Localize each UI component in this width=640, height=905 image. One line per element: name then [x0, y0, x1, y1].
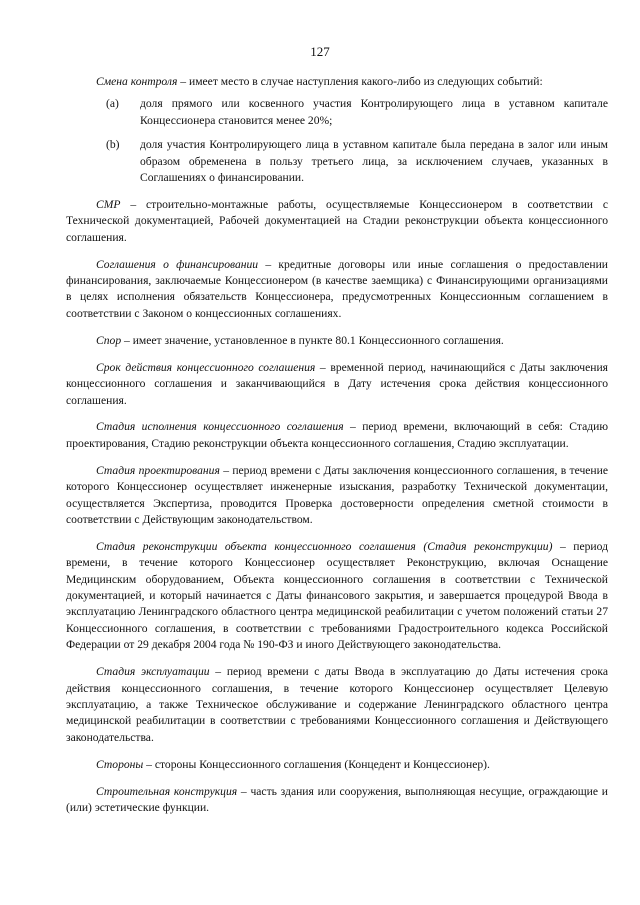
list-item-text: доля участия Контролирующего лица в уставном капитале была передана в залог или иным образом обременена в пользу третьего лица, за исключением случаев, указанных в Соглашениях о финансировании.	[140, 138, 608, 185]
list-item	[66, 96, 608, 129]
list-item-label: (a)	[106, 97, 119, 111]
definition-paragraph	[66, 664, 608, 746]
definition-text: – имеет место в случае наступления какого-либо из следующих событий:	[177, 75, 543, 88]
definition-paragraph	[66, 197, 608, 246]
definition-text: – период времени с Даты заключения концессионного соглашения, в течение которого Концессионер осуществляет инженерные изыскания, разработку Технической документации, осуществляется Экспертиза, проводится Проверка достоверности определения сметной стоимости в соответствии с Действующим законодательством.	[66, 463, 608, 526]
defined-term: Стороны	[96, 757, 144, 771]
definition-paragraph	[66, 333, 608, 349]
document-body	[66, 74, 608, 827]
defined-term: Строительная конструкция	[96, 784, 238, 798]
defined-term: Соглашения о финансировании	[96, 257, 259, 271]
list-item-text: доля прямого или косвенного участия Контролирующего лица в уставном капитале Концессионера становится менее 20%;	[140, 97, 608, 127]
definition-paragraph	[66, 419, 608, 452]
definition-paragraph	[66, 360, 608, 409]
defined-term: Срок действия концессионного соглашения	[96, 360, 316, 374]
defined-term: СМР	[96, 197, 121, 211]
defined-term: Стадия реконструкции объекта концессионного соглашения (Стадия реконструкции)	[96, 539, 553, 553]
page-number: 127	[310, 44, 330, 59]
definition-paragraph	[66, 74, 608, 90]
defined-term: Спор	[96, 333, 122, 347]
defined-term: Стадия исполнения концессионного соглашения	[96, 420, 344, 434]
definition-text: – период времени, в течение которого Концессионер осуществляет Реконструкцию, включая Оснащение Медицинским оборудованием, Объекта концессионного соглашения в соответствии с Технической документацией, и который начинается с Даты финансового закрытия, и завершается процедурой Ввода в эксплуатацию Ленинградского областного центра медицинской реабилитации с учетом положений статьи 27 Концессионного соглашения, в соответствии с требованиями Градостроительного кодекса Российской Федерации от 29 декабря 2004 года № 190-ФЗ и иного Действующего законодательства.	[66, 539, 608, 652]
definition-paragraph	[66, 257, 608, 323]
definition-text: – часть здания или сооружения, выполняющая несущие, ограждающие и (или) эстетические функции.	[66, 784, 608, 815]
definition-paragraph	[66, 463, 608, 529]
definition-text: – период времени с даты Ввода в эксплуатацию до Даты истечения срока действия концессионного соглашения, в течение которого Концессионер осуществляет Целевую эксплуатацию, а также Техническое обслуживание и содержание Ленинградского областного центра медицинской реабилитации в соответствии с требованиями Концессионного соглашения и Действующего законодательства.	[66, 665, 608, 744]
definition-paragraph	[66, 784, 608, 817]
definition-text: – временной период, начинающийся с Даты заключения концессионного соглашения и заканчивающийся в Дату истечения срока действия концессионного соглашения.	[66, 360, 608, 407]
definition-text: – период времени, включающий в себя: Стадию проектирования, Стадию реконструкции объекта концессионного соглашения, Стадию эксплуатации.	[66, 420, 608, 450]
definition-text: – строительно-монтажные работы, осуществляемые Концессионером в соответствии с Технической документацией, Рабочей документацией на Стадии реконструкции объекта концессионного соглашения.	[66, 197, 608, 244]
list-item-label: (b)	[106, 138, 120, 152]
defined-term: Стадия эксплуатации	[96, 665, 210, 679]
defined-term: Стадия проектирования	[96, 463, 220, 477]
definition-text: – кредитные договоры или иные соглашения о предоставлении финансирования, заключаемые Концессионером (в качестве заемщика) с Финансирующими организациями в целях исполнения обязательств Концессионера, предусмотренных Концессионным соглашением в соответствии с Законом о концессионных соглашениях.	[66, 257, 608, 320]
definition-paragraph	[66, 757, 608, 773]
list-item	[66, 137, 608, 186]
defined-term: Смена контроля	[96, 75, 178, 88]
definition-text: – стороны Концессионного соглашения (Концедент и Концессионер).	[143, 757, 490, 771]
definition-paragraph	[66, 539, 608, 654]
definition-text: – имеет значение, установленное в пункте 80.1 Концессионного соглашения.	[121, 333, 504, 347]
